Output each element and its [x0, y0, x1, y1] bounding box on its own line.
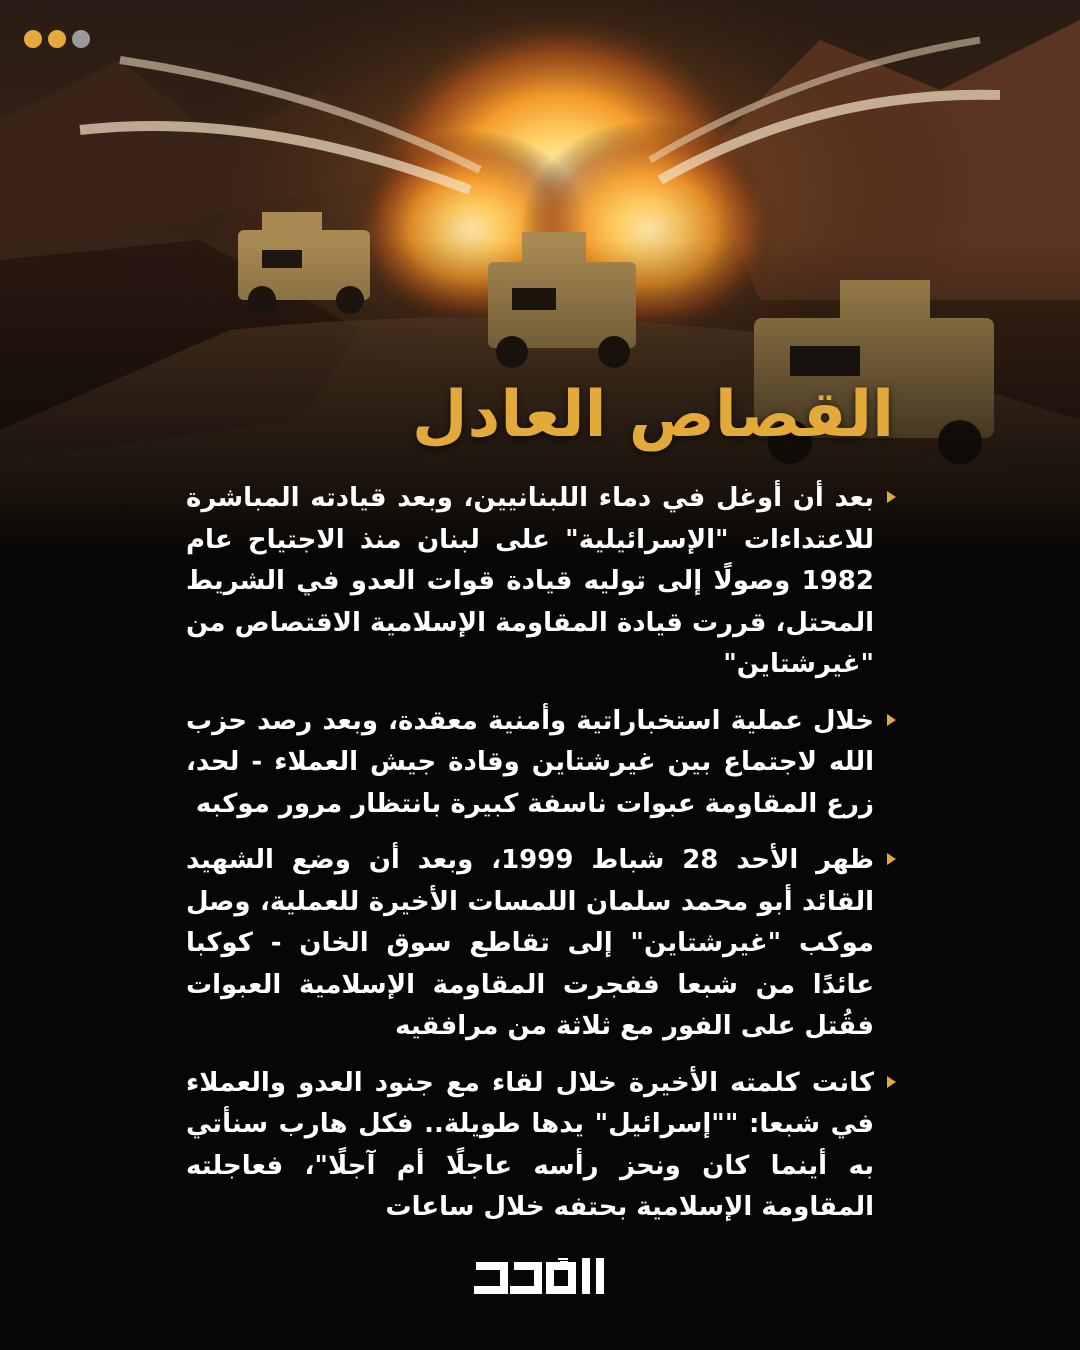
body-text	[186, 478, 896, 1244]
triangle-bullet-icon	[887, 491, 896, 503]
paragraph-text: بعد أن أوغل في دماء اللبنانيين، وبعد قيادته المباشرة للاعتداءات "الإسرائيلية" على لبنان منذ الاجتياح عام 1982 وصولًا إلى توليه قيادة قوات العدو في الشريط المحتل، قررت قيادة المقاومة الإسلامية الاقتصاص من "غيرشتاين"	[186, 483, 874, 679]
paragraph	[186, 478, 896, 686]
paragraph-text: ظهر الأحد 28 شباط 1999، وبعد أن وضع الشهيد القائد أبو محمد سلمان اللمسات الأخيرة للعملية، وصل موكب "غيرشتاين" إلى تقاطع سوق الخان - كوكبا عائدًا من شبعا ففجرت المقاومة الإسلامية العبوات فقُتل على الفور مع ثلاثة من مرافقيه	[186, 845, 874, 1041]
explosion-scene-illustration	[0, 0, 1080, 560]
triangle-bullet-icon	[887, 853, 896, 865]
paragraph-text: كانت كلمته الأخيرة خلال لقاء مع جنود العدو والعملاء في شبعا: ""إسرائيل" يدها طويلة.. فكل هارب سنأتي به أينما كان ونحز رأسه عاجلًا أم آجلًا"، فعاجلته المقاومة الإسلامية بحتفه خلال ساعات	[186, 1067, 874, 1222]
poster-title: القصاص العادل	[412, 378, 894, 452]
dot-icon	[48, 30, 66, 48]
triangle-bullet-icon	[887, 714, 896, 726]
alahed-logo-icon	[474, 1256, 610, 1298]
paragraph	[186, 1063, 896, 1229]
paragraph-text: خلال عملية استخباراتية وأمنية معقدة، وبعد رصد حزب الله لاجتماع بين غيرشتاين وقادة جيش العملاء - لحد، زرع المقاومة عبوات ناسفة كبيرة بانتظار مرور موكبه	[186, 705, 874, 819]
pagination-dots	[24, 30, 90, 48]
dot-icon	[24, 30, 42, 48]
triangle-bullet-icon	[887, 1076, 896, 1088]
paragraph	[186, 840, 896, 1048]
paragraph	[186, 701, 896, 826]
dot-icon	[72, 30, 90, 48]
